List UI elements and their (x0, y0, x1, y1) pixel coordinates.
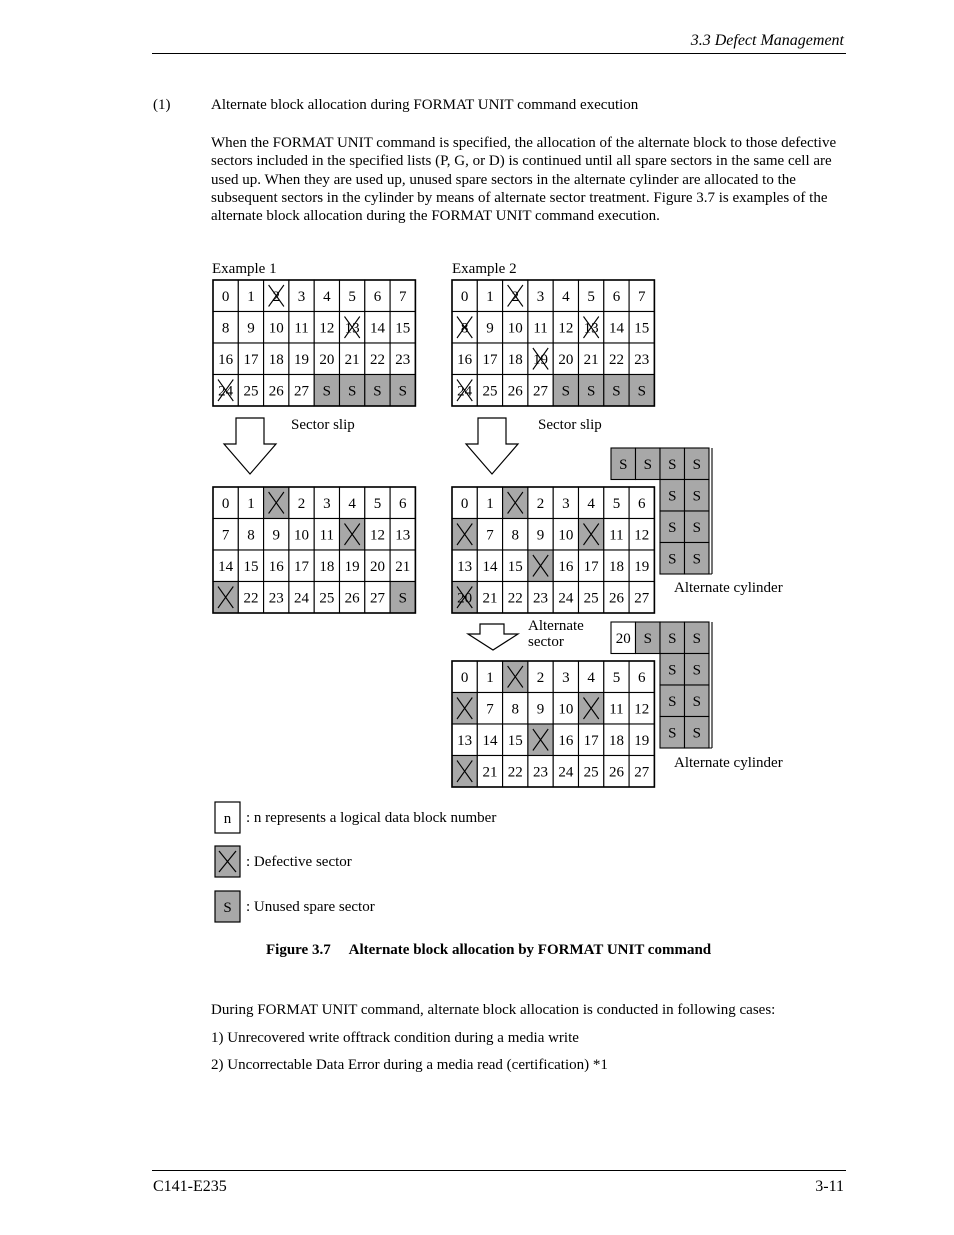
example2-label: Example 2 (452, 261, 517, 277)
sector-number: 4 (348, 495, 356, 512)
sector-number: S (692, 725, 701, 742)
sector-number: S (373, 383, 382, 400)
sector-number: 15 (634, 320, 650, 337)
sector-number: 25 (482, 383, 498, 400)
sector-number: S (668, 456, 677, 473)
sector-number: S (347, 383, 357, 400)
sector-number: 7 (221, 527, 230, 544)
alternate-sector-label-1: Alternate (528, 618, 584, 634)
sector-number: 7 (399, 288, 407, 305)
sector-number: 25 (583, 590, 599, 607)
sector-number: 25 (243, 383, 259, 400)
sector-number: 5 (348, 288, 356, 305)
sector-number: 27 (294, 383, 310, 400)
sector-number: 8 (221, 320, 230, 337)
sector-number: 6 (399, 495, 407, 512)
footer-document-id: C141-E235 (153, 1178, 227, 1195)
sector-number: 0 (221, 288, 230, 305)
sector-number: 8 (247, 527, 255, 544)
sector-number: 1 (486, 495, 494, 512)
sector-number: 25 (319, 590, 335, 607)
sector-number: 10 (558, 701, 574, 718)
sector-number: 6 (612, 288, 621, 305)
sector-number: 19 (634, 732, 650, 749)
sector-number: S (692, 456, 701, 473)
sector-number: 26 (268, 383, 284, 400)
sector-number: 5 (587, 288, 595, 305)
sector-number: 16 (558, 732, 574, 749)
sector-number: 7 (486, 701, 494, 718)
sector-number: 11 (319, 527, 335, 544)
sector-number: S (643, 630, 652, 647)
sector-number: 21 (344, 351, 360, 368)
sector-number: 6 (638, 495, 646, 512)
sector-number: 2 (536, 495, 545, 512)
sector-number: 9 (536, 527, 545, 544)
example1-before-grid (213, 280, 415, 406)
sector-number: 10 (558, 527, 574, 544)
case-item: 2) Uncorrectable Data Error during a media read (certification) *1 (211, 1057, 608, 1073)
sector-number: 2 (297, 495, 306, 512)
sector-number: 4 (562, 288, 570, 305)
sector-number: 13 (395, 527, 411, 544)
sector-number: 15 (507, 558, 523, 575)
sector-number: 24 (457, 383, 473, 400)
sector-number: 16 (268, 558, 284, 575)
sector-number: 20 (319, 351, 335, 368)
sector-number: 0 (460, 288, 469, 305)
sector-number: 12 (369, 527, 385, 544)
example2-final-grid (452, 661, 654, 787)
sector-number: 5 (373, 495, 382, 512)
sector-number: 26 (608, 590, 624, 607)
sector-number: S (692, 693, 701, 710)
sector-number: S (668, 630, 677, 647)
sector-number: 17 (482, 351, 498, 368)
sector-number: 20 (615, 630, 631, 647)
sector-number: 21 (482, 764, 498, 781)
sector-number: 22 (243, 590, 259, 607)
sector-number: 9 (486, 320, 494, 337)
example2-slipped-grid (452, 487, 654, 613)
sector-number: 27 (533, 383, 549, 400)
sector-number: 7 (486, 527, 494, 544)
sector-number: 26 (608, 764, 624, 781)
sector-number: 24 (558, 590, 574, 607)
sector-number: 0 (221, 495, 230, 512)
sector-number: 22 (507, 590, 523, 607)
sector-number: 0 (460, 495, 469, 512)
sector-number: S (668, 662, 677, 679)
sector-number: 7 (638, 288, 646, 305)
example1-after-grid (213, 487, 415, 613)
sector-number: 18 (319, 558, 335, 575)
alternate-sector-label-2: sector (528, 634, 564, 650)
sector-number: 24 (218, 383, 234, 400)
sector-number: 23 (395, 351, 411, 368)
sector-number: 15 (395, 320, 411, 337)
sector-number: S (586, 383, 596, 400)
sector-number: 22 (507, 764, 523, 781)
sector-number: 17 (294, 558, 310, 575)
sector-number: S (561, 383, 571, 400)
sector-number: S (637, 383, 646, 400)
sector-number: 14 (369, 320, 385, 337)
sector-number: 13 (457, 732, 473, 749)
sector-number: 19 (533, 351, 549, 368)
sector-number: 23 (533, 764, 549, 781)
sector-number: 3 (323, 495, 331, 512)
legend (215, 802, 496, 922)
sector-number: S (668, 693, 677, 710)
sector-number: 11 (609, 701, 624, 718)
running-header: 3.3 Defect Management (690, 32, 844, 49)
sector-number: S (612, 383, 621, 400)
alternate-sector-arrow (468, 624, 518, 650)
footer-rule (152, 1170, 846, 1171)
section-title: Alternate block allocation during FORMAT UNIT command execution (211, 97, 639, 113)
sector-number: 21 (583, 351, 599, 368)
sector-number: 23 (533, 590, 549, 607)
sector-number: 20 (558, 351, 574, 368)
sector-number: 13 (344, 320, 360, 337)
sector-number: S (692, 519, 701, 536)
sector-number: 4 (587, 669, 595, 686)
sector-number: 18 (268, 351, 284, 368)
sector-number: 8 (511, 701, 519, 718)
sector-number: 17 (243, 351, 259, 368)
section-paragraph: When the FORMAT UNIT command is specified, the allocation of the alternate block to those defective sectors included in the specified lists (P, G, or D) is continued until all spare sectors in the same cell are used up. When they are used up, unused spare sectors in the alternate cylinder are allocated to the subsequent sectors in the cylinder by means of alternate sector treatment. Figure 3.7 is examples of the alternate block allocation during the FORMAT UNIT command execution. (211, 135, 837, 225)
sector-number: 27 (369, 590, 385, 607)
sector-number: 3 (562, 669, 570, 686)
sector-number: 8 (511, 527, 519, 544)
sector-number: 26 (344, 590, 360, 607)
sector-number: 3 (536, 288, 545, 305)
sector-number: 2 (272, 288, 280, 305)
sector-number: S (692, 662, 701, 679)
sector-number: 14 (608, 320, 624, 337)
sector-number: S (692, 630, 701, 647)
sector-number: 2 (511, 288, 519, 305)
sector-number: 18 (608, 558, 624, 575)
sector-number: 22 (369, 351, 385, 368)
sector-number: 11 (294, 320, 309, 337)
cases-intro: During FORMAT UNIT command, alternate block allocation is conducted in following cases: (211, 1002, 776, 1018)
sector-number: S (643, 456, 652, 473)
sector-number: 3 (297, 288, 306, 305)
sector-number: 23 (634, 351, 650, 368)
sector-number: 21 (395, 558, 411, 575)
sector-number: 17 (583, 732, 599, 749)
sector-number: 24 (558, 764, 574, 781)
sector-number: 19 (344, 558, 360, 575)
sector-number: S (692, 551, 701, 568)
legend-spare-symbol: S (223, 900, 232, 916)
sector-number: 9 (272, 527, 280, 544)
sector-number: 15 (507, 732, 523, 749)
sector-number: 10 (268, 320, 284, 337)
sector-number: S (668, 488, 677, 505)
sector-number: 13 (457, 558, 473, 575)
sector-number: S (668, 551, 677, 568)
sector-number: 16 (218, 351, 234, 368)
sector-number: 12 (634, 527, 650, 544)
sector-slip-label-2: Sector slip (538, 417, 602, 433)
sector-number: 6 (638, 669, 646, 686)
legend-n-text: : n represents a logical data block number (246, 810, 497, 826)
sector-number: 19 (294, 351, 310, 368)
legend-defect-text: : Defective sector (246, 854, 352, 870)
sector-number: 9 (536, 701, 545, 718)
down-arrow (224, 418, 276, 474)
sector-number: 11 (609, 527, 624, 544)
sector-number: 10 (507, 320, 523, 337)
sector-number: 17 (583, 558, 599, 575)
sector-number: 25 (583, 764, 599, 781)
sector-number: 1 (486, 669, 494, 686)
sector-number: 21 (482, 590, 498, 607)
sector-number: 5 (612, 669, 621, 686)
sector-number: S (668, 725, 677, 742)
sector-number: 22 (608, 351, 624, 368)
sector-number: S (398, 383, 407, 400)
sector-number: 26 (507, 383, 523, 400)
sector-number: S (322, 383, 332, 400)
sector-number: 12 (558, 320, 574, 337)
sector-number: 19 (634, 558, 650, 575)
sector-number: 14 (218, 558, 234, 575)
sector-number: 2 (536, 669, 545, 686)
sector-number: 14 (482, 558, 498, 575)
case-item: 1) Unrecovered write offtrack condition during a media write (211, 1030, 579, 1046)
sector-number: 16 (457, 351, 473, 368)
sector-number: 15 (243, 558, 259, 575)
sector-slip-label-1: Sector slip (291, 417, 355, 433)
figure-caption: Figure 3.7 Alternate block allocation by FORMAT UNIT command (266, 942, 712, 958)
down-arrow (466, 418, 518, 474)
example1-label: Example 1 (212, 261, 277, 277)
section-number: (1) (153, 97, 171, 113)
sector-number: 10 (294, 527, 310, 544)
sector-number: 9 (247, 320, 255, 337)
sector-number: S (692, 488, 701, 505)
alternate-cylinder-label-1: Alternate cylinder (674, 580, 783, 596)
sector-number: 24 (294, 590, 310, 607)
sector-number: 16 (558, 558, 574, 575)
sector-number: 11 (533, 320, 548, 337)
sector-number: 4 (323, 288, 331, 305)
sector-number: 20 (369, 558, 385, 575)
sector-number: 23 (268, 590, 284, 607)
sector-number: 8 (460, 320, 469, 337)
sector-number: 4 (587, 495, 595, 512)
sector-number: 1 (486, 288, 494, 305)
sector-number: 6 (373, 288, 382, 305)
sector-number: 27 (634, 590, 650, 607)
sector-number: 12 (634, 701, 650, 718)
sector-number: S (668, 519, 677, 536)
sector-number: 18 (507, 351, 523, 368)
footer-page-number: 3-11 (815, 1178, 844, 1195)
example2-before-grid (452, 280, 654, 406)
sector-number: 5 (612, 495, 621, 512)
legend-n-symbol: n (223, 811, 232, 827)
sector-number: 13 (583, 320, 599, 337)
sector-number: 1 (247, 288, 255, 305)
sector-number: 1 (247, 495, 255, 512)
sector-number: 3 (562, 495, 570, 512)
sector-number: 20 (457, 590, 473, 607)
sector-number: S (398, 590, 407, 607)
legend-spare-text: : Unused spare sector (246, 899, 375, 915)
sector-number: S (619, 456, 628, 473)
sector-number: 12 (319, 320, 335, 337)
alternate-cylinder-label-2: Alternate cylinder (674, 755, 783, 771)
sector-number: 14 (482, 732, 498, 749)
sector-number: 0 (460, 669, 469, 686)
sector-number: 27 (634, 764, 650, 781)
sector-number: 18 (608, 732, 624, 749)
